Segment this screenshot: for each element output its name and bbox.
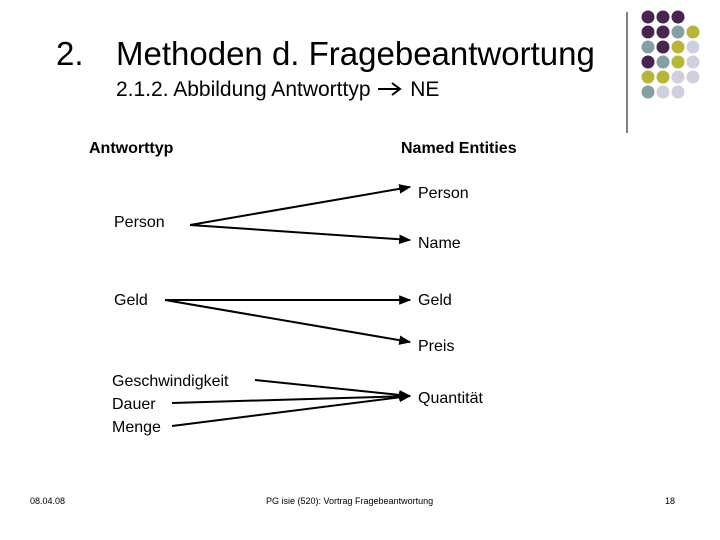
- slide-title: Methoden d. Fragebeantwortung: [116, 35, 595, 72]
- mapping-arrow: [190, 187, 410, 225]
- right-item-quantitaet: Quantität: [418, 390, 483, 407]
- mapping-arrow: [190, 225, 410, 240]
- left-item-person: Person: [114, 214, 165, 231]
- left-item-geld: Geld: [114, 292, 148, 309]
- mapping-arrow: [255, 380, 410, 396]
- left-column-header: Antworttyp: [89, 140, 174, 157]
- right-item-geld: Geld: [418, 292, 452, 309]
- subtitle-suffix: NE: [410, 78, 440, 101]
- right-arrow-icon: [376, 81, 404, 97]
- right-item-preis: Preis: [418, 338, 455, 355]
- right-column-header: Named Entities: [401, 140, 517, 157]
- left-item-dauer: Dauer: [112, 396, 156, 413]
- slide-subtitle: [116, 76, 439, 104]
- subtitle-prefix: 2.1.2. Abbildung Antworttyp: [116, 78, 371, 101]
- mapping-arrow: [165, 300, 410, 342]
- footer-center-text: PG isie (520): Vortrag Fragebeantwortung: [266, 496, 434, 506]
- left-item-menge: Menge: [112, 419, 161, 436]
- right-item-name: Name: [418, 235, 461, 252]
- right-item-person: Person: [418, 185, 469, 202]
- footer-page-number: 18: [665, 496, 676, 506]
- footer-date: 08.04.08: [30, 496, 66, 506]
- left-item-geschwindigkeit: Geschwindigkeit: [112, 373, 229, 390]
- slide-number: 2.: [56, 35, 84, 72]
